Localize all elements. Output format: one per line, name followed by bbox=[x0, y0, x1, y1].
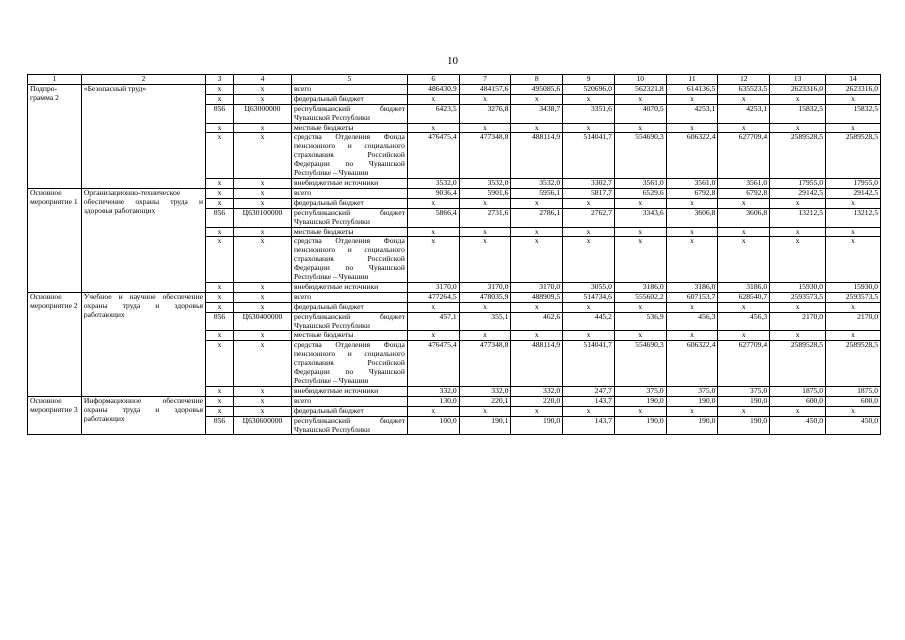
header-row bbox=[28, 75, 881, 85]
value-cell: 3351,6 bbox=[563, 104, 615, 123]
value-cell: 190,0 bbox=[666, 396, 718, 406]
value-cell: x bbox=[563, 302, 615, 312]
value-cell: x bbox=[770, 94, 826, 104]
value-cell: 477348,8 bbox=[459, 341, 511, 387]
value-cell: x bbox=[614, 237, 666, 283]
column-header: 2 bbox=[81, 75, 205, 85]
column-header: 1 bbox=[28, 75, 82, 85]
value-cell: x bbox=[614, 331, 666, 341]
value-cell: 555602,2 bbox=[614, 292, 666, 302]
value-cell: x bbox=[614, 94, 666, 104]
value-cell: 2170,0 bbox=[770, 312, 826, 331]
code-cell: 856 bbox=[206, 416, 234, 435]
classifier-cell: Ц630100000 bbox=[233, 208, 291, 227]
value-cell: 247,7 bbox=[563, 386, 615, 396]
value-cell: x bbox=[511, 227, 563, 237]
value-cell: 6529,6 bbox=[614, 188, 666, 198]
funding-source: внебюджетные источники bbox=[291, 178, 407, 188]
value-cell: x bbox=[407, 94, 459, 104]
column-header: 6 bbox=[407, 75, 459, 85]
section-name: Учебное и научное обеспечение охраны труда и здоровья работающих bbox=[81, 292, 205, 396]
value-cell: 2589528,5 bbox=[770, 341, 826, 387]
value-cell: 355,1 bbox=[459, 312, 511, 331]
value-cell: 486430,9 bbox=[407, 84, 459, 94]
value-cell: 15930,0 bbox=[770, 282, 826, 292]
value-cell: 2623316,0 bbox=[770, 84, 826, 94]
column-header: 14 bbox=[826, 75, 881, 85]
classifier-cell: x bbox=[233, 84, 291, 94]
value-cell: x bbox=[459, 94, 511, 104]
funding-source: средства Отделения Фонда пенсионного и социального страхования Российской Федерации по Чувашской Республике – Чувашии bbox=[291, 341, 407, 387]
value-cell: 190,0 bbox=[614, 416, 666, 435]
column-header: 11 bbox=[666, 75, 718, 85]
value-cell: x bbox=[563, 406, 615, 416]
funding-source: внебюджетные источники bbox=[291, 386, 407, 396]
value-cell: 332,0 bbox=[459, 386, 511, 396]
value-cell: 606322,4 bbox=[666, 341, 718, 387]
funding-source: республиканский бюджет Чувашской Республики bbox=[291, 208, 407, 227]
value-cell: 220,0 bbox=[511, 396, 563, 406]
value-cell: 13212,5 bbox=[826, 208, 881, 227]
value-cell: x bbox=[666, 227, 718, 237]
value-cell: 2762,7 bbox=[563, 208, 615, 227]
code-cell: x bbox=[206, 386, 234, 396]
classifier-cell: x bbox=[233, 133, 291, 179]
value-cell: 5866,4 bbox=[407, 208, 459, 227]
value-cell: 3170,0 bbox=[407, 282, 459, 292]
table-row bbox=[28, 188, 881, 198]
table-row bbox=[28, 396, 881, 406]
code-cell: x bbox=[206, 406, 234, 416]
value-cell: x bbox=[826, 198, 881, 208]
code-cell: x bbox=[206, 198, 234, 208]
value-cell: x bbox=[826, 123, 881, 133]
section-label: Подпро-грамма 2 bbox=[28, 84, 82, 188]
value-cell: x bbox=[614, 406, 666, 416]
value-cell: 5817,7 bbox=[563, 188, 615, 198]
column-header: 4 bbox=[233, 75, 291, 85]
code-cell: x bbox=[206, 133, 234, 179]
value-cell: 450,0 bbox=[770, 416, 826, 435]
value-cell: 2786,1 bbox=[511, 208, 563, 227]
value-cell: 332,0 bbox=[407, 386, 459, 396]
value-cell: 450,0 bbox=[826, 416, 881, 435]
value-cell: 190,1 bbox=[459, 416, 511, 435]
value-cell: 3302,7 bbox=[563, 178, 615, 188]
value-cell: 143,7 bbox=[563, 396, 615, 406]
value-cell: 457,1 bbox=[407, 312, 459, 331]
value-cell: 2623316,0 bbox=[826, 84, 881, 94]
classifier-cell: x bbox=[233, 292, 291, 302]
code-cell: x bbox=[206, 178, 234, 188]
classifier-cell: x bbox=[233, 282, 291, 292]
value-cell: 554690,3 bbox=[614, 133, 666, 179]
value-cell: 600,0 bbox=[770, 396, 826, 406]
value-cell: 17955,0 bbox=[770, 178, 826, 188]
value-cell: 3532,0 bbox=[459, 178, 511, 188]
value-cell: 488114,9 bbox=[511, 341, 563, 387]
classifier-cell: x bbox=[233, 123, 291, 133]
value-cell: 476475,4 bbox=[407, 341, 459, 387]
value-cell: 3532,0 bbox=[511, 178, 563, 188]
value-cell: 627709,4 bbox=[718, 133, 770, 179]
value-cell: x bbox=[459, 331, 511, 341]
funding-source: республиканский бюджет Чувашской Республики bbox=[291, 416, 407, 435]
value-cell: 4070,5 bbox=[614, 104, 666, 123]
code-cell: x bbox=[206, 292, 234, 302]
value-cell: x bbox=[666, 302, 718, 312]
value-cell: 3186,0 bbox=[666, 282, 718, 292]
classifier-cell: x bbox=[233, 94, 291, 104]
value-cell: 514734,6 bbox=[563, 292, 615, 302]
value-cell: 3186,0 bbox=[718, 282, 770, 292]
value-cell: 190,0 bbox=[614, 396, 666, 406]
value-cell: 562321,8 bbox=[614, 84, 666, 94]
value-cell: x bbox=[459, 123, 511, 133]
code-cell: x bbox=[206, 396, 234, 406]
value-cell: 462,6 bbox=[511, 312, 563, 331]
code-cell: x bbox=[206, 188, 234, 198]
value-cell: 15832,5 bbox=[826, 104, 881, 123]
classifier-cell: x bbox=[233, 227, 291, 237]
section-label: Основное мероприятие 2 bbox=[28, 292, 82, 396]
section-name: Информационное обеспечение охраны труда и здоровья работающих bbox=[81, 396, 205, 435]
classifier-cell: x bbox=[233, 198, 291, 208]
value-cell: 1875,0 bbox=[826, 386, 881, 396]
funding-source: федеральный бюджет bbox=[291, 198, 407, 208]
value-cell: x bbox=[718, 123, 770, 133]
value-cell: x bbox=[666, 94, 718, 104]
value-cell: x bbox=[718, 331, 770, 341]
classifier-cell: x bbox=[233, 396, 291, 406]
table-row bbox=[28, 84, 881, 94]
column-header: 5 bbox=[291, 75, 407, 85]
value-cell: 3055,0 bbox=[563, 282, 615, 292]
value-cell: 375,0 bbox=[666, 386, 718, 396]
value-cell: x bbox=[511, 237, 563, 283]
value-cell: x bbox=[511, 302, 563, 312]
value-cell: 456,3 bbox=[718, 312, 770, 331]
value-cell: x bbox=[511, 406, 563, 416]
value-cell: x bbox=[770, 198, 826, 208]
column-header: 12 bbox=[718, 75, 770, 85]
value-cell: 375,0 bbox=[614, 386, 666, 396]
code-cell: x bbox=[206, 282, 234, 292]
classifier-cell: x bbox=[233, 188, 291, 198]
value-cell: 190,0 bbox=[666, 416, 718, 435]
classifier-cell: Ц63000000 bbox=[233, 104, 291, 123]
classifier-cell: Ц630400000 bbox=[233, 312, 291, 331]
value-cell: x bbox=[770, 227, 826, 237]
value-cell: 2589528,5 bbox=[826, 341, 881, 387]
value-cell: x bbox=[614, 123, 666, 133]
value-cell: 607153,7 bbox=[666, 292, 718, 302]
value-cell: 4253,1 bbox=[666, 104, 718, 123]
value-cell: 100,0 bbox=[407, 416, 459, 435]
value-cell: 628540,7 bbox=[718, 292, 770, 302]
column-header: 8 bbox=[511, 75, 563, 85]
value-cell: x bbox=[407, 302, 459, 312]
value-cell: x bbox=[563, 94, 615, 104]
value-cell: 3343,6 bbox=[614, 208, 666, 227]
value-cell: 6423,5 bbox=[407, 104, 459, 123]
value-cell: x bbox=[770, 302, 826, 312]
value-cell: x bbox=[718, 302, 770, 312]
value-cell: 488909,5 bbox=[511, 292, 563, 302]
value-cell: x bbox=[718, 198, 770, 208]
funding-source: всего bbox=[291, 84, 407, 94]
value-cell: 3276,8 bbox=[459, 104, 511, 123]
value-cell: x bbox=[614, 227, 666, 237]
value-cell: x bbox=[666, 406, 718, 416]
value-cell: 3438,7 bbox=[511, 104, 563, 123]
value-cell: x bbox=[459, 406, 511, 416]
section-label: Основное мероприятие 3 bbox=[28, 396, 82, 435]
value-cell: 456,3 bbox=[666, 312, 718, 331]
value-cell: x bbox=[666, 237, 718, 283]
value-cell: x bbox=[563, 123, 615, 133]
value-cell: x bbox=[718, 227, 770, 237]
value-cell: x bbox=[459, 237, 511, 283]
value-cell: x bbox=[718, 406, 770, 416]
value-cell: 6792,8 bbox=[718, 188, 770, 198]
value-cell: 6792,8 bbox=[666, 188, 718, 198]
value-cell: 15832,5 bbox=[770, 104, 826, 123]
classifier-cell: x bbox=[233, 178, 291, 188]
value-cell: x bbox=[826, 331, 881, 341]
code-cell: 856 bbox=[206, 104, 234, 123]
column-header: 13 bbox=[770, 75, 826, 85]
value-cell: x bbox=[614, 302, 666, 312]
classifier-cell: x bbox=[233, 302, 291, 312]
value-cell: 220,1 bbox=[459, 396, 511, 406]
value-cell: x bbox=[770, 331, 826, 341]
value-cell: x bbox=[563, 331, 615, 341]
value-cell: 488114,9 bbox=[511, 133, 563, 179]
value-cell: x bbox=[459, 227, 511, 237]
value-cell: 495085,6 bbox=[511, 84, 563, 94]
code-cell: 856 bbox=[206, 208, 234, 227]
value-cell: 17955,0 bbox=[826, 178, 881, 188]
value-cell: 143,7 bbox=[563, 416, 615, 435]
value-cell: x bbox=[511, 94, 563, 104]
value-cell: x bbox=[770, 123, 826, 133]
value-cell: 29142,5 bbox=[826, 188, 881, 198]
value-cell: x bbox=[826, 94, 881, 104]
value-cell: x bbox=[563, 237, 615, 283]
column-header: 10 bbox=[614, 75, 666, 85]
funding-source: федеральный бюджет bbox=[291, 406, 407, 416]
value-cell: 3606,8 bbox=[666, 208, 718, 227]
value-cell: 2593573,5 bbox=[826, 292, 881, 302]
value-cell: 520696,0 bbox=[563, 84, 615, 94]
value-cell: 627709,4 bbox=[718, 341, 770, 387]
funding-source: местные бюджеты bbox=[291, 123, 407, 133]
value-cell: x bbox=[459, 302, 511, 312]
value-cell: 29142,5 bbox=[770, 188, 826, 198]
code-cell: x bbox=[206, 331, 234, 341]
value-cell: 3561,0 bbox=[614, 178, 666, 188]
funding-source: местные бюджеты bbox=[291, 227, 407, 237]
value-cell: x bbox=[407, 123, 459, 133]
value-cell: 3561,0 bbox=[666, 178, 718, 188]
code-cell: x bbox=[206, 94, 234, 104]
value-cell: 332,0 bbox=[511, 386, 563, 396]
value-cell: 2589528,5 bbox=[826, 133, 881, 179]
value-cell: x bbox=[407, 227, 459, 237]
classifier-cell: x bbox=[233, 237, 291, 283]
value-cell: 554690,3 bbox=[614, 341, 666, 387]
value-cell: x bbox=[666, 123, 718, 133]
page-number: 10 bbox=[447, 55, 458, 67]
code-cell: x bbox=[206, 84, 234, 94]
value-cell: 484157,6 bbox=[459, 84, 511, 94]
funding-source: внебюджетные источники bbox=[291, 282, 407, 292]
value-cell: 1875,0 bbox=[770, 386, 826, 396]
funding-source: средства Отделения Фонда пенсионного и социального страхования Российской Федерации по Чувашской Республике – Чувашии bbox=[291, 133, 407, 179]
value-cell: x bbox=[770, 237, 826, 283]
value-cell: 476475,4 bbox=[407, 133, 459, 179]
value-cell: 514041,7 bbox=[563, 133, 615, 179]
classifier-cell: x bbox=[233, 406, 291, 416]
value-cell: 477264,5 bbox=[407, 292, 459, 302]
value-cell: x bbox=[826, 302, 881, 312]
funding-source: средства Отделения Фонда пенсионного и социального страхования Российской Федерации по Чувашской Республике – Чувашии bbox=[291, 237, 407, 283]
value-cell: 3170,0 bbox=[511, 282, 563, 292]
value-cell: x bbox=[511, 123, 563, 133]
value-cell: x bbox=[770, 406, 826, 416]
value-cell: 478035,9 bbox=[459, 292, 511, 302]
value-cell: x bbox=[511, 198, 563, 208]
column-header: 3 bbox=[206, 75, 234, 85]
classifier-cell: x bbox=[233, 386, 291, 396]
value-cell: 445,2 bbox=[563, 312, 615, 331]
classifier-cell: x bbox=[233, 331, 291, 341]
value-cell: x bbox=[614, 198, 666, 208]
section-label: Основное мероприятие 1 bbox=[28, 188, 82, 292]
value-cell: 9036,4 bbox=[407, 188, 459, 198]
code-cell: x bbox=[206, 123, 234, 133]
value-cell: 2731,6 bbox=[459, 208, 511, 227]
code-cell: x bbox=[206, 237, 234, 283]
value-cell: x bbox=[718, 94, 770, 104]
value-cell: x bbox=[459, 198, 511, 208]
value-cell: 5901,6 bbox=[459, 188, 511, 198]
funding-source: всего bbox=[291, 188, 407, 198]
value-cell: 13212,5 bbox=[770, 208, 826, 227]
value-cell: x bbox=[511, 331, 563, 341]
value-cell: 514041,7 bbox=[563, 341, 615, 387]
value-cell: 614136,5 bbox=[666, 84, 718, 94]
column-header: 9 bbox=[563, 75, 615, 85]
value-cell: x bbox=[826, 227, 881, 237]
value-cell: 3606,8 bbox=[718, 208, 770, 227]
funding-source: федеральный бюджет bbox=[291, 94, 407, 104]
value-cell: 5956,1 bbox=[511, 188, 563, 198]
value-cell: x bbox=[666, 331, 718, 341]
funding-source: федеральный бюджет bbox=[291, 302, 407, 312]
value-cell: x bbox=[563, 198, 615, 208]
value-cell: 536,9 bbox=[614, 312, 666, 331]
value-cell: x bbox=[407, 406, 459, 416]
funding-source: местные бюджеты bbox=[291, 331, 407, 341]
funding-source: республиканский бюджет Чувашской Республики bbox=[291, 312, 407, 331]
value-cell: 375,0 bbox=[718, 386, 770, 396]
value-cell: 635523,5 bbox=[718, 84, 770, 94]
value-cell: 190,0 bbox=[718, 396, 770, 406]
value-cell: 190,0 bbox=[511, 416, 563, 435]
value-cell: 600,0 bbox=[826, 396, 881, 406]
value-cell: x bbox=[666, 198, 718, 208]
funding-source: республиканский бюджет Чувашской Республики bbox=[291, 104, 407, 123]
section-name: «Безопасный труд» bbox=[81, 84, 205, 188]
code-cell: 856 bbox=[206, 312, 234, 331]
value-cell: 2170,0 bbox=[826, 312, 881, 331]
classifier-cell: x bbox=[233, 341, 291, 387]
value-cell: x bbox=[563, 227, 615, 237]
funding-source: всего bbox=[291, 292, 407, 302]
budget-table bbox=[27, 74, 881, 435]
value-cell: 190,0 bbox=[718, 416, 770, 435]
value-cell: x bbox=[826, 237, 881, 283]
value-cell: 130,0 bbox=[407, 396, 459, 406]
value-cell: x bbox=[407, 331, 459, 341]
value-cell: x bbox=[826, 406, 881, 416]
table-row bbox=[28, 292, 881, 302]
value-cell: 4253,1 bbox=[718, 104, 770, 123]
value-cell: x bbox=[718, 237, 770, 283]
code-cell: x bbox=[206, 227, 234, 237]
value-cell: 2593573,5 bbox=[770, 292, 826, 302]
value-cell: 477348,8 bbox=[459, 133, 511, 179]
value-cell: 3186,0 bbox=[614, 282, 666, 292]
classifier-cell: Ц630600000 bbox=[233, 416, 291, 435]
code-cell: x bbox=[206, 302, 234, 312]
value-cell: 3561,0 bbox=[718, 178, 770, 188]
column-header: 7 bbox=[459, 75, 511, 85]
value-cell: 3532,0 bbox=[407, 178, 459, 188]
funding-source: всего bbox=[291, 396, 407, 406]
value-cell: 3170,0 bbox=[459, 282, 511, 292]
section-name: Организационно-техническое обеспечение охраны труда и здоровья работающих bbox=[81, 188, 205, 292]
code-cell: x bbox=[206, 341, 234, 387]
value-cell: x bbox=[407, 237, 459, 283]
value-cell: 606322,4 bbox=[666, 133, 718, 179]
value-cell: x bbox=[407, 198, 459, 208]
value-cell: 15930,0 bbox=[826, 282, 881, 292]
value-cell: 2589528,5 bbox=[770, 133, 826, 179]
